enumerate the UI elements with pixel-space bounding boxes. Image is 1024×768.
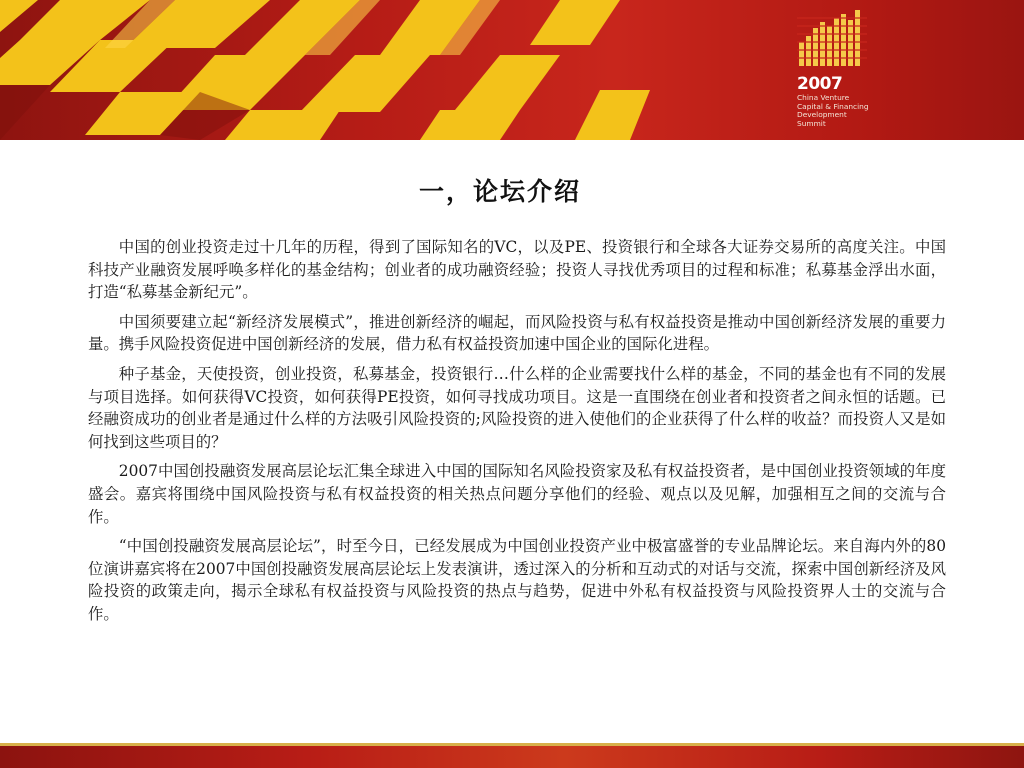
logo-subtitle [797,94,885,128]
logo-year: 2007 [797,74,843,94]
logo-subtitle-line: China Venture [797,93,850,102]
pixel-grid-logo-icon [797,8,867,68]
footer-bar [0,746,1024,768]
body-text [88,236,946,633]
paragraph: 2007中国创投融资发展高层论坛汇集全球进入中国的国际知名风险投资家及私有权益投资者，是中国创业投资领域的年度盛会。嘉宾将围绕中国风险投资与私有权益投资的相关热点问题分享他们的经验、观点以及见解，加强相互之间的交流与合作。 [88,462,946,526]
logo-subtitle-line: Development [797,110,847,120]
header-banner [0,0,1024,140]
logo-subtitle-line: Summit [797,118,826,128]
paragraph: “中国创投融资发展高层论坛”，时至今日，已经发展成为中国创业投资产业中极富盛誉的专业品牌论坛。来自海内外的80位演讲嘉宾将在2007中国创投融资发展高层论坛上发表演讲，透过深入的分析和互动式的对话与交流，探索中国创新经济及风险投资的政策走向，揭示全球私有权益投资与风险投资的热点与趋势，促进中外私有权益投资与风险投资界人士的交流与合作。 [88,537,946,623]
checkered-pattern-graphic [0,0,760,140]
paragraph: 中国的创业投资走过十几年的历程，得到了国际知名的VC，以及PE、投资银行和全球各大证券交易所的高度关注。中国科技产业融资发展呼唤多样化的基金结构；创业者的成功融资经验；投资人寻找优秀项目的过程和标准；私募基金浮出水面，打造“私募基金新纪元”。 [88,238,946,302]
summit-logo [795,8,885,136]
logo-subtitle-line: Capital & Financing [797,101,869,111]
paragraph: 种子基金，天使投资，创业投资，私募基金，投资银行…什么样的企业需要找什么样的基金，不同的基金也有不同的发展与项目选择。如何获得VC投资，如何获得PE投资，如何寻找成功项目。这是一直围绕在创业者和投资者之间永恒的话题。已经融资成功的创业者是通过什么样的方法吸引风险投资的;风险投资的进入使他们的企业获得了什么样的收益？而投资人又是如何找到这些项目的？ [88,364,946,451]
page-title: 一，论坛介绍 [418,177,581,206]
paragraph: 中国须要建立起“新经济发展模式”，推进创新经济的崛起，而风险投资与私有权益投资是推动中国创新经济发展的重要力量。携手风险投资促进中国创新经济的发展，借力私有权益投资加速中国企业的国际化进程。 [88,312,946,354]
